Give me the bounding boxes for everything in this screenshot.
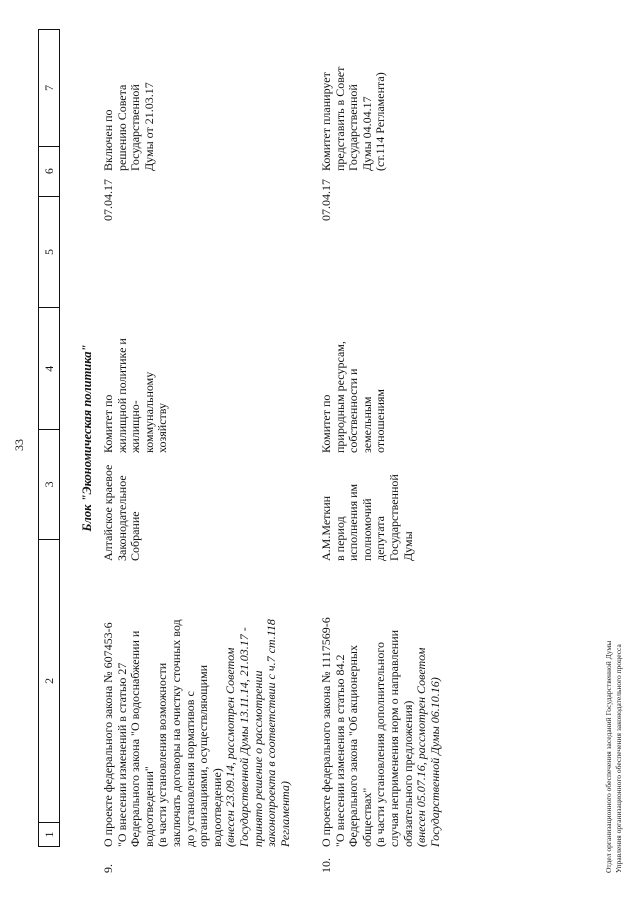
- remark-line: Думы 04.04.17: [359, 96, 374, 171]
- header-col-7: 7: [42, 84, 56, 91]
- page-number: 33: [12, 439, 26, 451]
- committee-line: Комитет по: [319, 394, 333, 453]
- bill-note-line: Государственной Думы 06.10.16): [427, 677, 442, 847]
- block-title: Блок "Экономическая политика": [80, 344, 94, 532]
- bill-title-line: "О внесении изменений в статью 27: [114, 662, 129, 847]
- remark-line: Комитет планирует: [319, 72, 333, 171]
- bill-description: [320, 561, 442, 847]
- committee: [320, 331, 388, 453]
- bill-note-line: (внесен 05.07.16, рассмотрен Советом: [414, 647, 429, 847]
- remark-line: Государственной: [128, 84, 143, 171]
- footer-line: Отдел организационного обеспечения заседаний Государственной Думы: [604, 640, 613, 873]
- bill-title-line: (в части установления возможности: [155, 662, 170, 847]
- bill-title-line: обязательного предложения): [400, 700, 415, 847]
- initiator-line: исполнения им: [346, 483, 361, 561]
- bill-title-line: водоотведении": [141, 766, 156, 847]
- bill-title-line: О проекте федерального закона № 607453-6: [101, 622, 115, 847]
- bill-title-line: Федерального закона "О водоснабжении и: [128, 630, 143, 847]
- row-number: 9.: [101, 864, 115, 873]
- date-cell: 07.04.17: [101, 179, 115, 221]
- remark-line: решению Совета: [114, 84, 129, 171]
- bill-title-line: (в части установления дополнительного: [373, 642, 388, 847]
- bill-title-line: "О внесении изменения в статью 84.2: [332, 654, 347, 847]
- bill-title-line: до установления нормативов с: [182, 691, 197, 847]
- initiator: [102, 453, 143, 561]
- initiator-line: Думы: [400, 531, 415, 561]
- bill-title-line: случая неприменения норм о направлении: [386, 629, 401, 847]
- bill-title-line: организациями, осуществляющими: [196, 664, 211, 847]
- initiator-line: Государственной: [386, 474, 401, 561]
- bill-title-line: заключать договоры на очистку сточных вод: [168, 619, 183, 847]
- bill-title-line: обществах": [359, 787, 374, 847]
- initiator-line: Законодательное: [114, 475, 129, 561]
- header-col-4: 4: [39, 307, 59, 429]
- header-col-5: 5: [39, 196, 59, 308]
- remark-line: Включен по: [101, 109, 115, 171]
- date-cell: 07.04.17: [319, 179, 333, 221]
- footer-line: Управления организационного обеспечения законодательного процесса: [614, 644, 623, 873]
- bill-note-line: Государственной Думы 13.11.14, 21.03.17 -: [236, 627, 251, 847]
- remark-line: Государственной: [346, 84, 361, 171]
- initiator: [320, 453, 415, 561]
- remark-line: (ст.114 Регламента): [373, 72, 388, 171]
- row-number: 10.: [319, 858, 333, 873]
- header-col-2: 2: [39, 539, 59, 822]
- committee-line: хозяйству: [155, 402, 170, 453]
- committee-line: собственности и: [346, 368, 361, 453]
- table-header: [38, 29, 60, 847]
- initiator-line: А.М.Меткин: [319, 495, 333, 561]
- initiator-line: в период: [332, 516, 347, 561]
- initiator-line: Алтайское краевое: [101, 464, 115, 561]
- committee-line: жилищной политике и: [114, 338, 129, 453]
- committee-line: земельным: [359, 396, 374, 453]
- bill-note-line: (внесен 23.09.14, рассмотрен Советом: [223, 647, 238, 847]
- committee-line: жилищно-: [128, 400, 143, 453]
- bill-title-line: О проекте федерального закона № 1117569-6: [319, 617, 333, 847]
- bill-note-line: принято решение о рассмотрении: [250, 670, 265, 847]
- committee-line: Комитет по: [101, 394, 115, 453]
- remark-line: представить в Совет: [332, 66, 347, 171]
- remarks: [320, 23, 388, 171]
- header-col-1: 1: [39, 822, 59, 846]
- remarks: [102, 23, 156, 171]
- bill-title-line: водоотведение): [209, 768, 224, 847]
- initiator-line: Собрание: [128, 511, 143, 561]
- committee-line: природным ресурсам,: [332, 341, 347, 453]
- bill-note-line: законопроекта в соответствии с ч.7 ст.118: [264, 619, 279, 847]
- committee: [102, 331, 170, 453]
- header-col-6: 6: [39, 146, 59, 196]
- footer: [604, 641, 624, 873]
- committee-line: отношениям: [373, 388, 388, 453]
- committee-line: коммунальному: [141, 371, 156, 453]
- initiator-line: депутата: [373, 516, 388, 561]
- bill-note-line: Регламента): [277, 781, 292, 847]
- bill-title-line: Федерального закона "Об акционерных: [346, 645, 361, 847]
- bill-description: [102, 561, 292, 847]
- initiator-line: полномочий: [359, 498, 374, 561]
- header-col-3: 3: [39, 429, 59, 539]
- remark-line: Думы от 21.03.17: [141, 82, 156, 171]
